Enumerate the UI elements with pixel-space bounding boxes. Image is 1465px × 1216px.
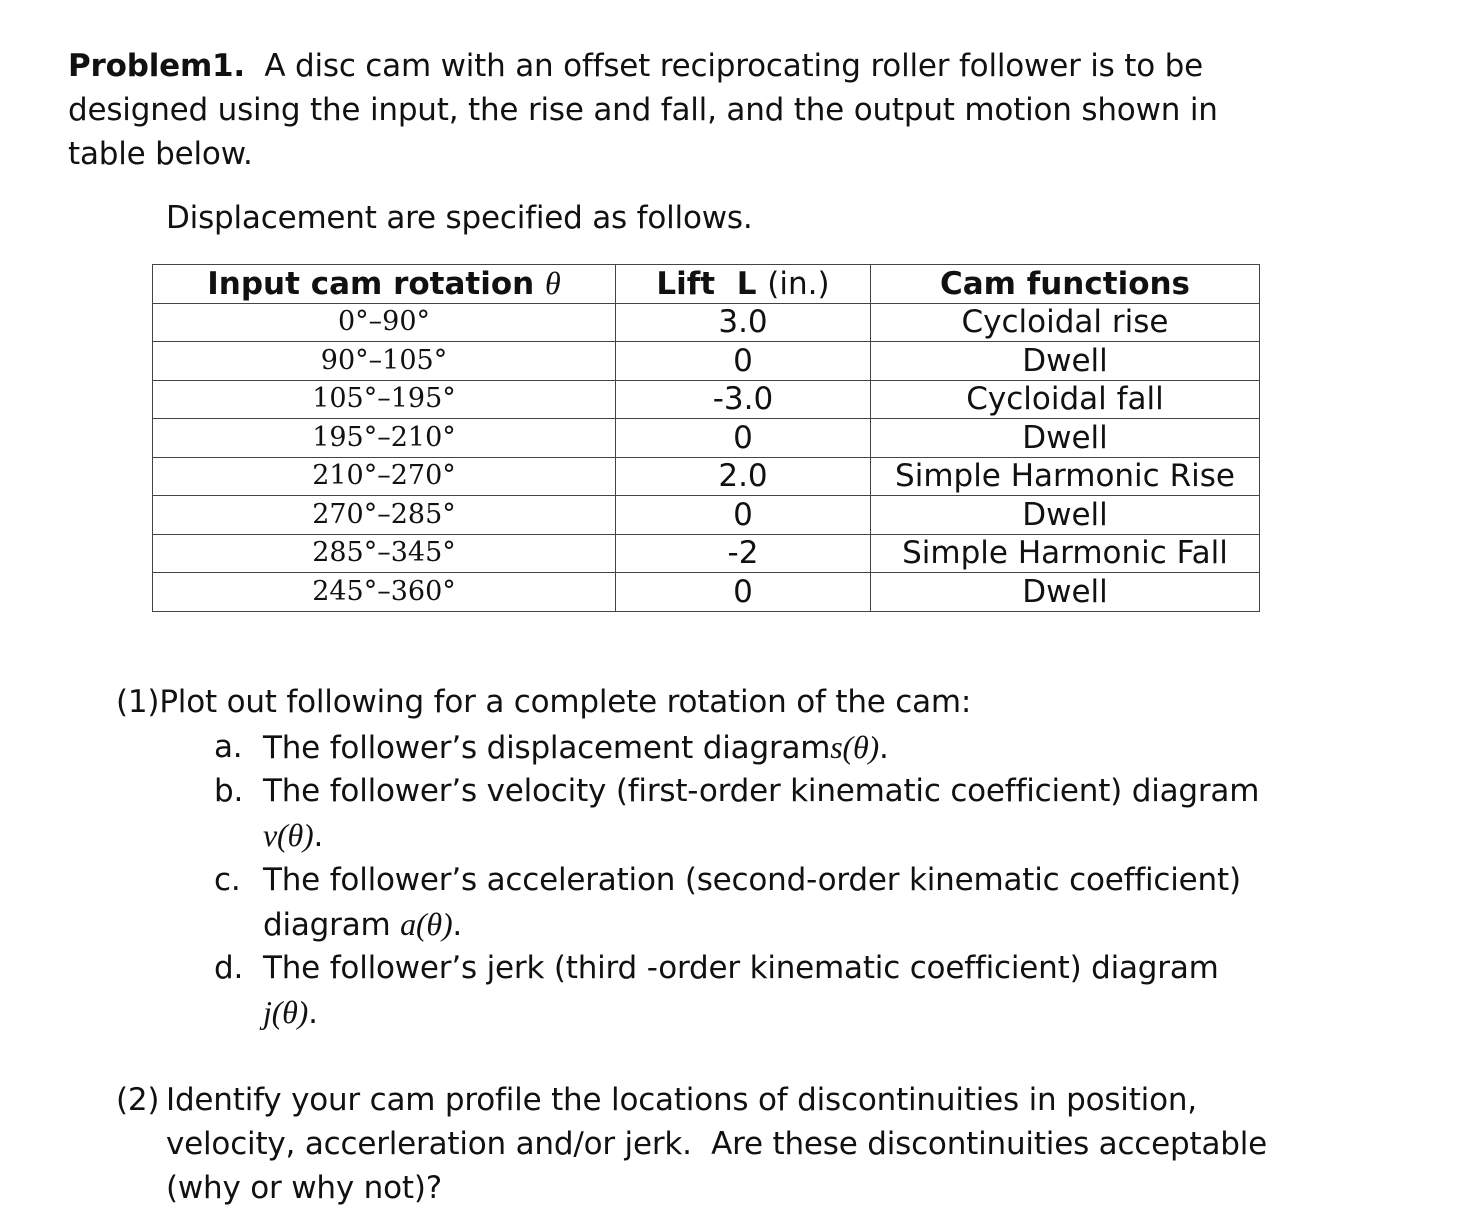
header-lift-label: Lift L [656, 265, 757, 302]
cell-range: 105°–195° [153, 380, 616, 419]
header-functions: Cam functions [871, 265, 1260, 304]
table-row [153, 342, 1260, 381]
question-1-item-d [0, 946, 1465, 1034]
cell-lift: 0 [616, 496, 871, 535]
cell-function: Dwell [871, 573, 1260, 612]
theta-symbol: θ [545, 265, 561, 302]
header-rotation [153, 265, 616, 304]
table-row [153, 573, 1260, 612]
cell-function: Simple Harmonic Rise [871, 457, 1260, 496]
intro-line-2: designed using the input, the rise and fall, and the output motion shown in [68, 92, 1218, 128]
question-1-item-a [0, 725, 1465, 769]
item-b-text: The follower’s velocity (first-order kinematic coefficient) diagram [263, 773, 1260, 809]
cell-lift: -3.0 [616, 380, 871, 419]
cell-lift: 0 [616, 419, 871, 458]
item-text [263, 769, 1363, 858]
header-lift-unit: (in.) [767, 265, 830, 302]
cell-function: Dwell [871, 342, 1260, 381]
question-1-text: Plot out following for a complete rotation of the cam: [159, 684, 972, 720]
table-row [153, 496, 1260, 535]
question-2 [116, 1078, 1416, 1210]
item-text [263, 858, 1363, 947]
cell-function: Simple Harmonic Fall [871, 534, 1260, 573]
item-letter: c. [214, 862, 241, 898]
displacement-table [152, 264, 1260, 612]
question-2-line-2: velocity, accerleration and/or jerk. Are these discontinuities acceptable [166, 1126, 1268, 1162]
table-row [153, 457, 1260, 496]
item-c-end: . [452, 907, 463, 943]
item-text [263, 725, 1363, 770]
cell-lift: 0 [616, 573, 871, 612]
header-rotation-label: Input cam rotation [207, 266, 535, 303]
item-letter: d. [214, 950, 244, 986]
problem-statement [68, 44, 1368, 176]
cell-function: Dwell [871, 419, 1260, 458]
question-1 [116, 680, 971, 724]
item-letter: b. [214, 773, 244, 809]
cell-range: 270°–285° [153, 496, 616, 535]
cell-lift: -2 [616, 534, 871, 573]
item-d-math: j(θ) [263, 994, 309, 1030]
cell-range: 90°–105° [153, 342, 616, 381]
cell-lift: 0 [616, 342, 871, 381]
table-header-row [153, 265, 1260, 304]
cell-range: 210°–270° [153, 457, 616, 496]
cell-range: 245°–360° [153, 573, 616, 612]
item-a-end: . [878, 730, 889, 766]
header-lift [616, 265, 871, 304]
item-a-math: s(θ) [830, 729, 879, 765]
cell-function: Dwell [871, 496, 1260, 535]
item-a-text: The follower’s displacement diagram [263, 730, 831, 766]
table-row [153, 380, 1260, 419]
cell-function: Cycloidal rise [871, 303, 1260, 342]
item-letter: a. [214, 729, 243, 765]
cell-lift: 2.0 [616, 457, 871, 496]
subheading: Displacement are specified as follows. [166, 200, 753, 236]
intro-line-3: table below. [68, 136, 253, 172]
question-1-item-c [0, 858, 1465, 946]
question-1-number: (1) [116, 684, 160, 720]
item-c-math: a(θ) [400, 906, 453, 942]
cell-function: Cycloidal fall [871, 380, 1260, 419]
cell-lift: 3.0 [616, 303, 871, 342]
item-d-end: . [308, 995, 318, 1031]
question-2-number: (2) [116, 1082, 160, 1118]
item-d-text: The follower’s jerk (third -order kinematic coefficient) diagram [263, 950, 1219, 986]
table-row [153, 419, 1260, 458]
item-text [263, 946, 1363, 1035]
question-2-text [166, 1078, 1386, 1210]
table-row [153, 303, 1260, 342]
cell-range: 195°–210° [153, 419, 616, 458]
item-b-end: . [313, 818, 324, 854]
cell-range: 0°–90° [153, 303, 616, 342]
problem-line-1 [68, 44, 1368, 88]
table-row [153, 534, 1260, 573]
intro-line-1: A disc cam with an offset reciprocating roller follower is to be [264, 48, 1204, 84]
problem-title: Problem1. [68, 48, 245, 84]
item-b-math: v(θ) [263, 817, 314, 853]
cell-range: 285°–345° [153, 534, 616, 573]
question-1-item-b [0, 769, 1465, 857]
item-c-text2: diagram [263, 907, 401, 943]
item-c-text: The follower’s acceleration (second-order kinematic coefficient) [263, 862, 1241, 898]
question-2-line-3: (why or why not)? [166, 1170, 442, 1206]
question-2-line-1: Identify your cam profile the locations of discontinuities in position, [166, 1082, 1197, 1118]
